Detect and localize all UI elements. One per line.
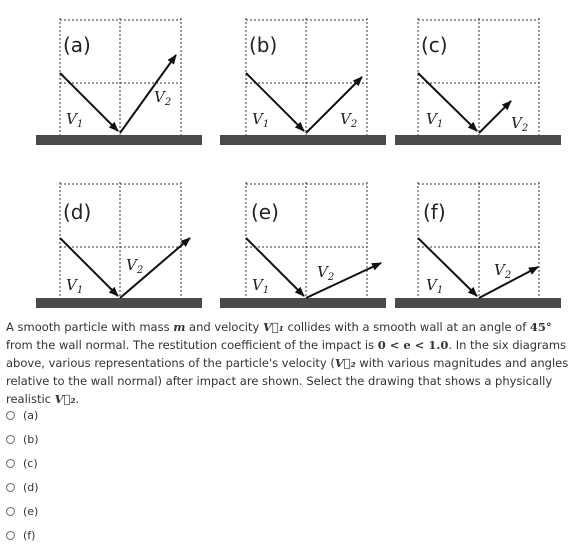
panel-f <box>395 182 561 308</box>
panel-a <box>36 18 202 145</box>
v1-label: $V_1$ <box>66 276 84 296</box>
option-label: (d) <box>23 480 39 494</box>
wall <box>220 298 386 308</box>
v2-label: $V_2$ <box>511 114 529 134</box>
v1-label: $V_1$ <box>252 110 270 130</box>
question-text: A smooth particle with mass m and velocity V⃗₁ collides with a smooth wall at an angle of 45° from the wall normal. The restitution coefficient of the impact is 0 < e < 1.0. In the six diagrams above, various representations of the particle's velocity (V⃗₂ with various magnitudes and angles relative to the wall normal) after impact are shown. Select the drawing that shows a physically realistic V⃗₂. <box>6 320 569 406</box>
v2-arrow <box>120 55 176 133</box>
wall <box>395 298 561 308</box>
option-label: (e) <box>23 504 39 518</box>
panel-label: (d) <box>63 200 92 224</box>
panel-d <box>36 182 202 308</box>
radio-button[interactable] <box>6 531 15 540</box>
v2-arrow <box>479 101 511 133</box>
v2-label: $V_2$ <box>126 256 144 276</box>
option-e[interactable] <box>6 499 39 523</box>
radio-button[interactable] <box>6 483 15 492</box>
panel-b <box>220 18 386 145</box>
radio-button[interactable] <box>6 435 15 444</box>
option-label: (c) <box>23 456 38 470</box>
wall <box>36 135 202 145</box>
option-d[interactable] <box>6 475 39 499</box>
panel-label: (b) <box>249 33 278 57</box>
panel-label: (e) <box>251 200 279 224</box>
v1-label: $V_1$ <box>252 276 270 296</box>
panel-e <box>220 182 386 308</box>
panel-label: (f) <box>423 200 446 224</box>
v1-label: $V_1$ <box>426 276 444 296</box>
option-f[interactable] <box>6 523 39 547</box>
panel-c <box>395 18 561 145</box>
answer-options <box>6 403 39 547</box>
option-a[interactable] <box>6 403 39 427</box>
option-c[interactable] <box>6 451 39 475</box>
v2-label: $V_2$ <box>340 110 358 130</box>
option-label: (a) <box>23 408 39 422</box>
v1-label: $V_1$ <box>66 110 84 130</box>
panel-label: (c) <box>421 33 448 57</box>
v1-label: $V_1$ <box>426 110 444 130</box>
radio-button[interactable] <box>6 459 15 468</box>
v2-label: $V_2$ <box>494 261 512 281</box>
panel-label: (a) <box>63 33 91 57</box>
wall <box>395 135 561 145</box>
v2-label: $V_2$ <box>154 88 172 108</box>
v2-label: $V_2$ <box>317 263 335 283</box>
option-b[interactable] <box>6 427 39 451</box>
radio-button[interactable] <box>6 411 15 420</box>
radio-button[interactable] <box>6 507 15 516</box>
wall <box>36 298 202 308</box>
option-label: (f) <box>23 528 36 542</box>
wall <box>220 135 386 145</box>
option-label: (b) <box>23 432 39 446</box>
